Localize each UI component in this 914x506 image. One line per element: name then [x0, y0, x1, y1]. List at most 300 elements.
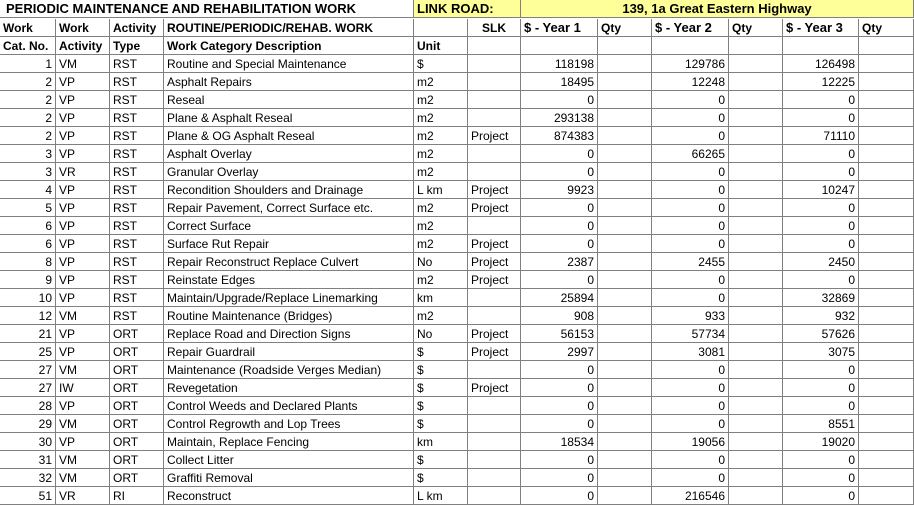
year3-qty-cell[interactable] — [859, 145, 914, 163]
activity-cell[interactable]: VP — [56, 397, 110, 415]
year2-cost-cell[interactable]: 19056 — [652, 433, 729, 451]
year2-cost-cell[interactable]: 933 — [652, 307, 729, 325]
description-cell[interactable]: Maintain/Upgrade/Replace Linemarking — [164, 289, 414, 307]
header-cell[interactable] — [652, 37, 729, 55]
description-cell[interactable]: Repair Pavement, Correct Surface etc. — [164, 199, 414, 217]
type-cell[interactable]: RST — [110, 163, 164, 181]
year3-cost-cell[interactable]: 126498 — [783, 55, 859, 73]
year2-qty-cell[interactable] — [729, 343, 783, 361]
cat-no-cell[interactable]: 6 — [0, 235, 56, 253]
slk-cell[interactable]: Project — [468, 199, 521, 217]
year3-qty-cell[interactable] — [859, 181, 914, 199]
year1-qty-cell[interactable] — [598, 271, 652, 289]
unit-cell[interactable]: $ — [414, 379, 468, 397]
year1-qty-cell[interactable] — [598, 361, 652, 379]
unit-cell[interactable]: $ — [414, 469, 468, 487]
year1-qty-cell[interactable] — [598, 289, 652, 307]
slk-cell[interactable] — [468, 145, 521, 163]
activity-cell[interactable]: VM — [56, 415, 110, 433]
year1-cost-cell[interactable]: 0 — [521, 415, 598, 433]
year2-cost-cell[interactable]: 2455 — [652, 253, 729, 271]
year3-cost-cell[interactable]: 0 — [783, 271, 859, 289]
year2-cost-cell[interactable]: 0 — [652, 271, 729, 289]
type-cell[interactable]: ORT — [110, 469, 164, 487]
cat-no-cell[interactable]: 8 — [0, 253, 56, 271]
year3-cost-cell[interactable]: 932 — [783, 307, 859, 325]
year2-cost-cell[interactable]: 0 — [652, 127, 729, 145]
unit-cell[interactable]: $ — [414, 361, 468, 379]
description-cell[interactable]: Granular Overlay — [164, 163, 414, 181]
cat-no-cell[interactable]: 31 — [0, 451, 56, 469]
unit-cell[interactable]: $ — [414, 415, 468, 433]
type-cell[interactable]: ORT — [110, 325, 164, 343]
unit-cell[interactable]: m2 — [414, 73, 468, 91]
year1-cost-cell[interactable]: 0 — [521, 235, 598, 253]
year2-qty-cell[interactable] — [729, 199, 783, 217]
header-cell[interactable]: Activity — [56, 37, 110, 55]
year2-cost-cell[interactable]: 0 — [652, 289, 729, 307]
header-cell[interactable]: Unit — [414, 37, 468, 55]
year1-qty-cell[interactable] — [598, 343, 652, 361]
year2-cost-cell[interactable]: 0 — [652, 379, 729, 397]
year1-qty-cell[interactable] — [598, 199, 652, 217]
header-cell[interactable] — [783, 37, 859, 55]
year2-qty-cell[interactable] — [729, 289, 783, 307]
description-cell[interactable]: Reseal — [164, 91, 414, 109]
unit-cell[interactable]: m2 — [414, 127, 468, 145]
year1-cost-cell[interactable]: 56153 — [521, 325, 598, 343]
slk-cell[interactable] — [468, 55, 521, 73]
cat-no-cell[interactable]: 4 — [0, 181, 56, 199]
type-cell[interactable]: RST — [110, 109, 164, 127]
slk-cell[interactable] — [468, 91, 521, 109]
type-cell[interactable]: RST — [110, 217, 164, 235]
description-cell[interactable]: Revegetation — [164, 379, 414, 397]
type-cell[interactable]: ORT — [110, 379, 164, 397]
year3-cost-cell[interactable]: 3075 — [783, 343, 859, 361]
description-cell[interactable]: Asphalt Overlay — [164, 145, 414, 163]
year3-qty-cell[interactable] — [859, 433, 914, 451]
header-cell[interactable] — [521, 37, 598, 55]
activity-cell[interactable]: VR — [56, 163, 110, 181]
year3-qty-cell[interactable] — [859, 469, 914, 487]
year3-cost-cell[interactable]: 8551 — [783, 415, 859, 433]
year2-cost-cell[interactable]: 57734 — [652, 325, 729, 343]
year2-qty-cell[interactable] — [729, 469, 783, 487]
year3-cost-cell[interactable]: 0 — [783, 145, 859, 163]
unit-cell[interactable]: m2 — [414, 199, 468, 217]
year1-qty-cell[interactable] — [598, 181, 652, 199]
activity-cell[interactable]: VP — [56, 289, 110, 307]
slk-cell[interactable] — [468, 415, 521, 433]
year1-qty-cell[interactable] — [598, 73, 652, 91]
activity-cell[interactable]: VM — [56, 451, 110, 469]
year3-cost-cell[interactable]: 12225 — [783, 73, 859, 91]
year1-cost-cell[interactable]: 9923 — [521, 181, 598, 199]
year2-cost-cell[interactable]: 0 — [652, 451, 729, 469]
type-cell[interactable]: RST — [110, 199, 164, 217]
cat-no-cell[interactable]: 1 — [0, 55, 56, 73]
header-cell[interactable] — [598, 37, 652, 55]
year3-qty-cell[interactable] — [859, 379, 914, 397]
activity-cell[interactable]: VP — [56, 109, 110, 127]
slk-cell[interactable]: Project — [468, 379, 521, 397]
year3-cost-cell[interactable]: 0 — [783, 397, 859, 415]
activity-cell[interactable]: VP — [56, 253, 110, 271]
road-name[interactable]: 139, 1a Great Eastern Highway — [521, 0, 914, 18]
year3-qty-cell[interactable] — [859, 307, 914, 325]
slk-cell[interactable] — [468, 109, 521, 127]
cat-no-cell[interactable]: 29 — [0, 415, 56, 433]
cat-no-cell[interactable]: 27 — [0, 379, 56, 397]
year2-qty-cell[interactable] — [729, 217, 783, 235]
description-cell[interactable]: Reinstate Edges — [164, 271, 414, 289]
slk-cell[interactable] — [468, 307, 521, 325]
type-cell[interactable]: RST — [110, 271, 164, 289]
unit-cell[interactable]: L km — [414, 181, 468, 199]
year2-qty-cell[interactable] — [729, 451, 783, 469]
header-cell[interactable]: $ - Year 1 — [521, 19, 598, 37]
slk-cell[interactable] — [468, 451, 521, 469]
year1-cost-cell[interactable]: 25894 — [521, 289, 598, 307]
year1-qty-cell[interactable] — [598, 253, 652, 271]
year2-cost-cell[interactable]: 216546 — [652, 487, 729, 505]
type-cell[interactable]: ORT — [110, 433, 164, 451]
cat-no-cell[interactable]: 30 — [0, 433, 56, 451]
header-cell[interactable]: Cat. No. — [0, 37, 56, 55]
year3-qty-cell[interactable] — [859, 253, 914, 271]
activity-cell[interactable]: VP — [56, 343, 110, 361]
cat-no-cell[interactable]: 12 — [0, 307, 56, 325]
unit-cell[interactable]: No — [414, 253, 468, 271]
description-cell[interactable]: Collect Litter — [164, 451, 414, 469]
activity-cell[interactable]: IW — [56, 379, 110, 397]
year1-cost-cell[interactable]: 293138 — [521, 109, 598, 127]
year2-cost-cell[interactable]: 0 — [652, 199, 729, 217]
description-cell[interactable]: Replace Road and Direction Signs — [164, 325, 414, 343]
year1-qty-cell[interactable] — [598, 163, 652, 181]
header-cell[interactable]: SLK — [468, 19, 521, 37]
year1-qty-cell[interactable] — [598, 217, 652, 235]
header-cell[interactable] — [468, 37, 521, 55]
year3-qty-cell[interactable] — [859, 451, 914, 469]
year3-cost-cell[interactable]: 0 — [783, 109, 859, 127]
slk-cell[interactable] — [468, 361, 521, 379]
year2-cost-cell[interactable]: 0 — [652, 163, 729, 181]
activity-cell[interactable]: VP — [56, 433, 110, 451]
year3-qty-cell[interactable] — [859, 163, 914, 181]
year1-cost-cell[interactable]: 0 — [521, 163, 598, 181]
description-cell[interactable]: Routine Maintenance (Bridges) — [164, 307, 414, 325]
slk-cell[interactable] — [468, 163, 521, 181]
year3-cost-cell[interactable]: 0 — [783, 451, 859, 469]
year2-cost-cell[interactable]: 0 — [652, 397, 729, 415]
year2-cost-cell[interactable]: 0 — [652, 415, 729, 433]
year1-qty-cell[interactable] — [598, 433, 652, 451]
unit-cell[interactable]: $ — [414, 397, 468, 415]
type-cell[interactable]: ORT — [110, 397, 164, 415]
year1-qty-cell[interactable] — [598, 91, 652, 109]
year1-qty-cell[interactable] — [598, 469, 652, 487]
unit-cell[interactable]: m2 — [414, 163, 468, 181]
description-cell[interactable]: Maintain, Replace Fencing — [164, 433, 414, 451]
year2-cost-cell[interactable]: 0 — [652, 181, 729, 199]
activity-cell[interactable]: VP — [56, 217, 110, 235]
year2-qty-cell[interactable] — [729, 397, 783, 415]
description-cell[interactable]: Control Weeds and Declared Plants — [164, 397, 414, 415]
type-cell[interactable]: ORT — [110, 343, 164, 361]
unit-cell[interactable]: $ — [414, 343, 468, 361]
type-cell[interactable]: ORT — [110, 361, 164, 379]
type-cell[interactable]: RST — [110, 307, 164, 325]
header-cell[interactable]: Work — [56, 19, 110, 37]
year2-qty-cell[interactable] — [729, 325, 783, 343]
year2-qty-cell[interactable] — [729, 73, 783, 91]
year1-cost-cell[interactable]: 908 — [521, 307, 598, 325]
year1-cost-cell[interactable]: 0 — [521, 487, 598, 505]
year2-cost-cell[interactable]: 66265 — [652, 145, 729, 163]
year2-cost-cell[interactable]: 12248 — [652, 73, 729, 91]
description-cell[interactable]: Routine and Special Maintenance — [164, 55, 414, 73]
slk-cell[interactable]: Project — [468, 127, 521, 145]
year2-cost-cell[interactable]: 3081 — [652, 343, 729, 361]
activity-cell[interactable]: VP — [56, 127, 110, 145]
year3-qty-cell[interactable] — [859, 397, 914, 415]
slk-cell[interactable] — [468, 433, 521, 451]
sheet-title[interactable]: PERIODIC MAINTENANCE AND REHABILITATION WORK — [0, 0, 414, 18]
year3-cost-cell[interactable]: 19020 — [783, 433, 859, 451]
unit-cell[interactable]: km — [414, 433, 468, 451]
cat-no-cell[interactable]: 32 — [0, 469, 56, 487]
year1-qty-cell[interactable] — [598, 235, 652, 253]
year2-qty-cell[interactable] — [729, 127, 783, 145]
header-cell[interactable]: Qty — [598, 19, 652, 37]
unit-cell[interactable]: km — [414, 289, 468, 307]
year2-cost-cell[interactable]: 0 — [652, 469, 729, 487]
year2-qty-cell[interactable] — [729, 361, 783, 379]
description-cell[interactable]: Maintenance (Roadside Verges Median) — [164, 361, 414, 379]
year2-qty-cell[interactable] — [729, 181, 783, 199]
year1-cost-cell[interactable]: 18534 — [521, 433, 598, 451]
type-cell[interactable]: RST — [110, 91, 164, 109]
activity-cell[interactable]: VP — [56, 145, 110, 163]
year2-cost-cell[interactable]: 0 — [652, 217, 729, 235]
year1-cost-cell[interactable]: 0 — [521, 397, 598, 415]
cat-no-cell[interactable]: 3 — [0, 163, 56, 181]
year1-cost-cell[interactable]: 2997 — [521, 343, 598, 361]
slk-cell[interactable] — [468, 217, 521, 235]
year1-cost-cell[interactable]: 874383 — [521, 127, 598, 145]
unit-cell[interactable]: $ — [414, 451, 468, 469]
cat-no-cell[interactable]: 6 — [0, 217, 56, 235]
slk-cell[interactable] — [468, 469, 521, 487]
year2-qty-cell[interactable] — [729, 433, 783, 451]
year3-cost-cell[interactable]: 0 — [783, 163, 859, 181]
year1-cost-cell[interactable]: 0 — [521, 91, 598, 109]
year1-cost-cell[interactable]: 0 — [521, 469, 598, 487]
cat-no-cell[interactable]: 2 — [0, 127, 56, 145]
header-cell[interactable] — [859, 37, 914, 55]
header-cell[interactable]: Qty — [729, 19, 783, 37]
activity-cell[interactable]: VM — [56, 361, 110, 379]
type-cell[interactable]: RST — [110, 289, 164, 307]
type-cell[interactable]: RST — [110, 235, 164, 253]
year1-cost-cell[interactable]: 118198 — [521, 55, 598, 73]
year2-cost-cell[interactable]: 0 — [652, 235, 729, 253]
slk-cell[interactable]: Project — [468, 343, 521, 361]
slk-cell[interactable]: Project — [468, 181, 521, 199]
type-cell[interactable]: RST — [110, 145, 164, 163]
year3-qty-cell[interactable] — [859, 199, 914, 217]
year3-cost-cell[interactable]: 0 — [783, 487, 859, 505]
year1-qty-cell[interactable] — [598, 307, 652, 325]
cat-no-cell[interactable]: 2 — [0, 73, 56, 91]
unit-cell[interactable]: m2 — [414, 91, 468, 109]
cat-no-cell[interactable]: 21 — [0, 325, 56, 343]
type-cell[interactable]: ORT — [110, 415, 164, 433]
description-cell[interactable]: Recondition Shoulders and Drainage — [164, 181, 414, 199]
year2-qty-cell[interactable] — [729, 379, 783, 397]
year2-qty-cell[interactable] — [729, 163, 783, 181]
type-cell[interactable]: RST — [110, 127, 164, 145]
header-cell[interactable]: Activity — [110, 19, 164, 37]
header-cell[interactable]: $ - Year 2 — [652, 19, 729, 37]
type-cell[interactable]: RI — [110, 487, 164, 505]
year1-cost-cell[interactable]: 0 — [521, 217, 598, 235]
unit-cell[interactable]: m2 — [414, 217, 468, 235]
slk-cell[interactable]: Project — [468, 235, 521, 253]
cat-no-cell[interactable]: 2 — [0, 109, 56, 127]
header-cell[interactable]: Qty — [859, 19, 914, 37]
year3-qty-cell[interactable] — [859, 55, 914, 73]
description-cell[interactable]: Plane & OG Asphalt Reseal — [164, 127, 414, 145]
year2-cost-cell[interactable]: 0 — [652, 109, 729, 127]
year1-qty-cell[interactable] — [598, 487, 652, 505]
description-cell[interactable]: Correct Surface — [164, 217, 414, 235]
year3-qty-cell[interactable] — [859, 127, 914, 145]
year1-cost-cell[interactable]: 0 — [521, 199, 598, 217]
year2-qty-cell[interactable] — [729, 55, 783, 73]
year2-qty-cell[interactable] — [729, 271, 783, 289]
year3-qty-cell[interactable] — [859, 415, 914, 433]
year3-cost-cell[interactable]: 57626 — [783, 325, 859, 343]
activity-cell[interactable]: VM — [56, 469, 110, 487]
year2-qty-cell[interactable] — [729, 415, 783, 433]
year3-cost-cell[interactable]: 0 — [783, 217, 859, 235]
year2-qty-cell[interactable] — [729, 145, 783, 163]
header-cell[interactable] — [729, 37, 783, 55]
header-cell[interactable]: Work — [0, 19, 56, 37]
description-cell[interactable]: Reconstruct — [164, 487, 414, 505]
year2-cost-cell[interactable]: 0 — [652, 91, 729, 109]
year2-cost-cell[interactable]: 129786 — [652, 55, 729, 73]
type-cell[interactable]: RST — [110, 55, 164, 73]
cat-no-cell[interactable]: 28 — [0, 397, 56, 415]
year3-cost-cell[interactable]: 0 — [783, 235, 859, 253]
year3-cost-cell[interactable]: 0 — [783, 361, 859, 379]
cat-no-cell[interactable]: 2 — [0, 91, 56, 109]
year3-qty-cell[interactable] — [859, 271, 914, 289]
header-cell[interactable]: Type — [110, 37, 164, 55]
slk-cell[interactable] — [468, 487, 521, 505]
year3-qty-cell[interactable] — [859, 343, 914, 361]
year3-cost-cell[interactable]: 32869 — [783, 289, 859, 307]
description-cell[interactable]: Repair Guardrail — [164, 343, 414, 361]
year2-qty-cell[interactable] — [729, 253, 783, 271]
year3-cost-cell[interactable]: 0 — [783, 469, 859, 487]
type-cell[interactable]: RST — [110, 73, 164, 91]
slk-cell[interactable] — [468, 397, 521, 415]
year3-qty-cell[interactable] — [859, 109, 914, 127]
year1-cost-cell[interactable]: 0 — [521, 145, 598, 163]
cat-no-cell[interactable]: 5 — [0, 199, 56, 217]
cat-no-cell[interactable]: 3 — [0, 145, 56, 163]
year1-cost-cell[interactable]: 0 — [521, 271, 598, 289]
year1-cost-cell[interactable]: 0 — [521, 379, 598, 397]
activity-cell[interactable]: VP — [56, 181, 110, 199]
header-cell[interactable]: ROUTINE/PERIODIC/REHAB. WORK — [164, 19, 414, 37]
unit-cell[interactable]: m2 — [414, 235, 468, 253]
description-cell[interactable]: Graffiti Removal — [164, 469, 414, 487]
unit-cell[interactable]: m2 — [414, 145, 468, 163]
unit-cell[interactable]: L km — [414, 487, 468, 505]
year3-cost-cell[interactable]: 0 — [783, 199, 859, 217]
year2-qty-cell[interactable] — [729, 235, 783, 253]
cat-no-cell[interactable]: 27 — [0, 361, 56, 379]
cat-no-cell[interactable]: 9 — [0, 271, 56, 289]
type-cell[interactable]: RST — [110, 253, 164, 271]
activity-cell[interactable]: VP — [56, 325, 110, 343]
slk-cell[interactable] — [468, 289, 521, 307]
year3-qty-cell[interactable] — [859, 361, 914, 379]
year3-qty-cell[interactable] — [859, 325, 914, 343]
year3-qty-cell[interactable] — [859, 235, 914, 253]
description-cell[interactable]: Plane & Asphalt Reseal — [164, 109, 414, 127]
slk-cell[interactable]: Project — [468, 271, 521, 289]
year1-qty-cell[interactable] — [598, 325, 652, 343]
cat-no-cell[interactable]: 51 — [0, 487, 56, 505]
activity-cell[interactable]: VP — [56, 91, 110, 109]
description-cell[interactable]: Asphalt Repairs — [164, 73, 414, 91]
year3-qty-cell[interactable] — [859, 289, 914, 307]
year2-cost-cell[interactable]: 0 — [652, 361, 729, 379]
unit-cell[interactable]: m2 — [414, 307, 468, 325]
link-road-label[interactable]: LINK ROAD: — [414, 0, 521, 18]
slk-cell[interactable] — [468, 73, 521, 91]
unit-cell[interactable]: m2 — [414, 271, 468, 289]
activity-cell[interactable]: VP — [56, 235, 110, 253]
activity-cell[interactable]: VP — [56, 73, 110, 91]
description-cell[interactable]: Surface Rut Repair — [164, 235, 414, 253]
year1-qty-cell[interactable] — [598, 379, 652, 397]
header-cell[interactable] — [414, 19, 468, 37]
year3-qty-cell[interactable] — [859, 217, 914, 235]
year2-qty-cell[interactable] — [729, 307, 783, 325]
year1-qty-cell[interactable] — [598, 415, 652, 433]
year1-cost-cell[interactable]: 0 — [521, 451, 598, 469]
year2-qty-cell[interactable] — [729, 91, 783, 109]
unit-cell[interactable]: m2 — [414, 109, 468, 127]
description-cell[interactable]: Control Regrowth and Lop Trees — [164, 415, 414, 433]
year1-qty-cell[interactable] — [598, 109, 652, 127]
slk-cell[interactable]: Project — [468, 253, 521, 271]
year3-cost-cell[interactable]: 0 — [783, 379, 859, 397]
cat-no-cell[interactable]: 10 — [0, 289, 56, 307]
year1-qty-cell[interactable] — [598, 55, 652, 73]
year2-qty-cell[interactable] — [729, 487, 783, 505]
year1-cost-cell[interactable]: 18495 — [521, 73, 598, 91]
year3-cost-cell[interactable]: 71110 — [783, 127, 859, 145]
